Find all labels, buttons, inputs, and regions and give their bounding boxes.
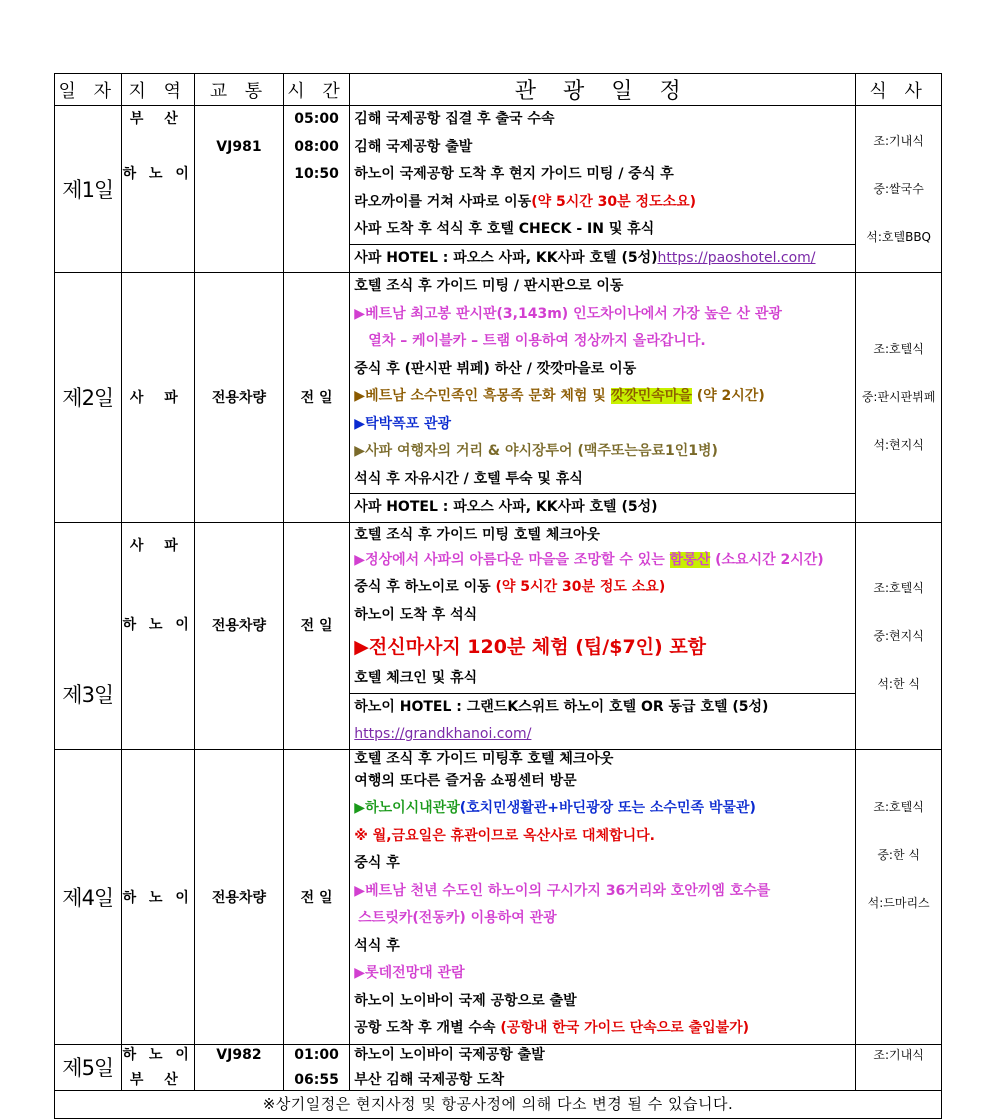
schedule-line [350,189,855,217]
schedule-line: ▶베트남 천년 수도인 하노이의 구시가지 36거리와 호안끼엠 호수를 [354,882,771,899]
meal-cell [856,1044,942,1090]
schedule-line: 하노이 노이바이 국제공항 출발 [354,1046,545,1063]
schedule-line [350,383,855,411]
meal-cell [856,749,942,1044]
time-cell [283,1044,350,1090]
schedule-line: 하노이 국제공항 도착 후 현지 가이드 미팅 / 중식 후 [354,166,674,182]
time-cell [283,273,350,523]
transport-cell [195,273,284,523]
region-name: 하 노 이 [122,889,193,906]
day-label: 제1일 [55,106,122,273]
transport-value: 전용차량 [211,390,266,407]
schedule-line: 호텔 조식 후 가이드 미팅후 호텔 체크아웃 [354,750,614,767]
time-value: 전 일 [300,617,333,634]
warning-note: (공항내 한국 가이드 단속으로 출입불가) [500,1020,750,1036]
schedule-text: 라오까이를 거쳐 사파로 이동 [354,193,532,210]
day-row [55,1044,942,1090]
itinerary-table [54,73,942,1119]
flight-number: VJ982 [216,1046,262,1063]
meal-cell [856,106,942,273]
day-row [55,522,942,749]
meal-lunch: 중:한 식 [877,847,920,862]
meal-breakfast: 조:호텔식 [873,580,924,595]
schedule-text: ▶베트남 소수민족인 흑몽족 문화 체험 및 [354,388,611,404]
highlight-text: 함롱산 [669,551,711,568]
day-label: 제2일 [55,273,122,523]
footer-row [55,1090,942,1118]
schedule-line: 사파 도착 후 석식 후 호텔 CHECK - IN 및 휴식 [354,221,655,237]
header-day: 일 자 [55,74,122,106]
hotel-link[interactable]: https://paoshotel.com/ [657,249,816,266]
header-schedule: 관 광 일 정 [350,74,856,106]
schedule-line: 석식 후 자유시간 / 호텔 투숙 및 휴식 [354,470,583,487]
meal-breakfast: 조:호텔식 [873,799,924,814]
schedule-line: 중식 후 [354,855,400,871]
meal-lunch: 중:현지식 [873,628,924,643]
region-name: 사 파 [129,537,186,554]
hotel-line: 사파 HOTEL : 파오스 사파, KK사파 호텔 (5성) [350,493,856,522]
meal-cell [856,273,942,523]
day-row [55,749,942,1044]
hotel-name: 사파 HOTEL : 파오스 사파, KK사파 호텔 (5성) [354,249,658,266]
region-cell [121,273,195,523]
schedule-line: ▶롯데전망대 관람 [354,965,465,981]
header-transport: 교 통 [195,74,284,106]
hotel-link-line [350,721,855,749]
schedule-line [350,795,855,823]
schedule-line: 스트릿카(전동카) 이용하여 관광 [358,910,557,926]
schedule-text: ▶정상에서 사파의 아름다운 마을을 조망할 수 있는 [354,551,670,568]
schedule-cell [350,273,856,523]
header-time: 시 간 [283,74,350,106]
schedule-line: ▶전신마사지 120분 체험 (팁/$7인) 포함 [354,636,707,658]
schedule-line: 하노이 노이바이 국제 공항으로 출발 [354,992,577,1009]
header-meal: 식 사 [856,74,942,106]
schedule-text: 중식 후 하노이로 이동 [354,579,496,595]
transport-value: 전용차량 [211,617,266,634]
hotel-line: 하노이 HOTEL : 그랜드K스위트 하노이 호텔 OR 동급 호텔 (5성) [350,693,856,722]
schedule-line: ▶베트남 최고봉 판시판(3,143m) 인도차이나에서 가장 높은 산 관광 [354,305,782,322]
schedule-cell [350,749,856,1044]
transport-cell [195,106,284,273]
meal-cell [856,522,942,749]
schedule-text: (소요시간 2시간) [710,551,824,568]
schedule-line: 하노이 도착 후 석식 [354,606,478,623]
region-name: 하 노 이 [122,1046,193,1063]
schedule-line: 김해 국제공항 출발 [354,138,473,155]
schedule-text: ▶하노이시내관광 [354,800,460,816]
schedule-text: 공항 도착 후 개별 수속 [354,1020,501,1036]
schedule-line: 석식 후 [354,937,400,954]
hotel-line [350,244,856,273]
flight-number: VJ981 [216,138,262,155]
schedule-line: ※ 월,금요일은 휴관이므로 옥산사로 대체합니다. [354,827,655,844]
time-value: 10:50 [294,166,339,182]
time-cell [283,749,350,1044]
day-label: 제4일 [55,749,122,1044]
region-cell [121,1044,195,1090]
time-value: 01:00 [294,1046,339,1063]
transport-cell [195,1044,284,1090]
day-label: 제3일 [55,522,122,749]
schedule-line: ▶탁박폭포 관광 [354,415,452,432]
schedule-cell [350,106,856,273]
time-value: 05:00 [294,111,339,127]
transport-cell [195,522,284,749]
schedule-line: 중식 후 (판시판 뷔페) 하산 / 깟깟마을로 이동 [354,360,637,377]
schedule-line: 호텔 조식 후 가이드 미팅 호텔 체크아웃 [354,526,600,543]
schedule-line: 김해 국제공항 집결 후 출국 수속 [354,111,555,127]
schedule-line: 열차 – 케이블카 – 트램 이용하여 정상까지 올라갑니다. [368,333,706,349]
hotel-link[interactable]: https://grandkhanoi.com/ [354,726,532,742]
meal-lunch: 중:쌀국수 [873,182,924,196]
meal-lunch: 중:판시판뷔페 [861,390,936,405]
highlight-text: 깟깟민속마을 [610,388,692,404]
meal-dinner: 석:호텔BBQ [866,230,931,244]
transport-cell [195,749,284,1044]
day-row [55,106,942,273]
meal-dinner: 석:드마리스 [867,895,930,910]
footer-note: ※상기일정은 현지사정 및 항공사정에 의해 다소 변경 될 수 있습니다. [55,1090,942,1118]
time-cell [283,522,350,749]
schedule-text: (호치민생활관+바딘광장 또는 소수민족 박물관) [459,800,756,816]
schedule-line: 호텔 조식 후 가이드 미팅 / 판시판으로 이동 [354,278,624,294]
meal-dinner: 석:한 식 [877,676,920,691]
transport-value [195,106,283,134]
duration-note: (약 5시간 30분 정도소요) [531,193,697,210]
meal-breakfast: 조:기내식 [873,134,924,148]
time-value: 08:00 [294,138,339,155]
time-cell [283,106,350,273]
meal-dinner: 석:현지식 [873,438,924,453]
region-name: 부 산 [129,1071,186,1088]
schedule-line: 호텔 체크인 및 휴식 [354,670,478,686]
schedule-text: (약 2시간) [691,388,765,404]
region-name: 하 노 이 [122,617,193,633]
region-cell [121,749,195,1044]
schedule-line: 여행의 또다른 즐거움 쇼핑센터 방문 [354,772,577,789]
region-name: 부 산 [129,111,186,127]
meal-breakfast: 조:호텔식 [873,342,924,357]
day-label: 제5일 [55,1044,122,1090]
time-value: 전 일 [300,390,333,407]
day-row [55,273,942,523]
header-row [55,74,942,106]
schedule-cell [350,1044,856,1090]
meal-breakfast: 조:기내식 [873,1047,924,1062]
duration-note: (약 5시간 30분 정도 소요) [495,579,666,595]
region-name [122,134,195,162]
schedule-line [350,574,855,602]
region-cell [121,106,195,273]
schedule-cell [350,522,856,749]
transport-value: 전용차량 [211,889,266,906]
time-value: 06:55 [294,1071,339,1088]
schedule-line: 부산 김해 국제공항 도착 [354,1071,505,1088]
time-value: 전 일 [300,889,333,906]
region-cell [121,522,195,749]
region-name: 사 파 [129,390,186,407]
schedule-line [350,547,855,575]
schedule-line [350,1015,855,1043]
schedule-line: ▶사파 여행자의 거리 & 야시장투어 (맥주또는음료1인1병) [354,443,718,459]
region-name: 하 노 이 [122,166,193,182]
header-region: 지 역 [121,74,195,106]
